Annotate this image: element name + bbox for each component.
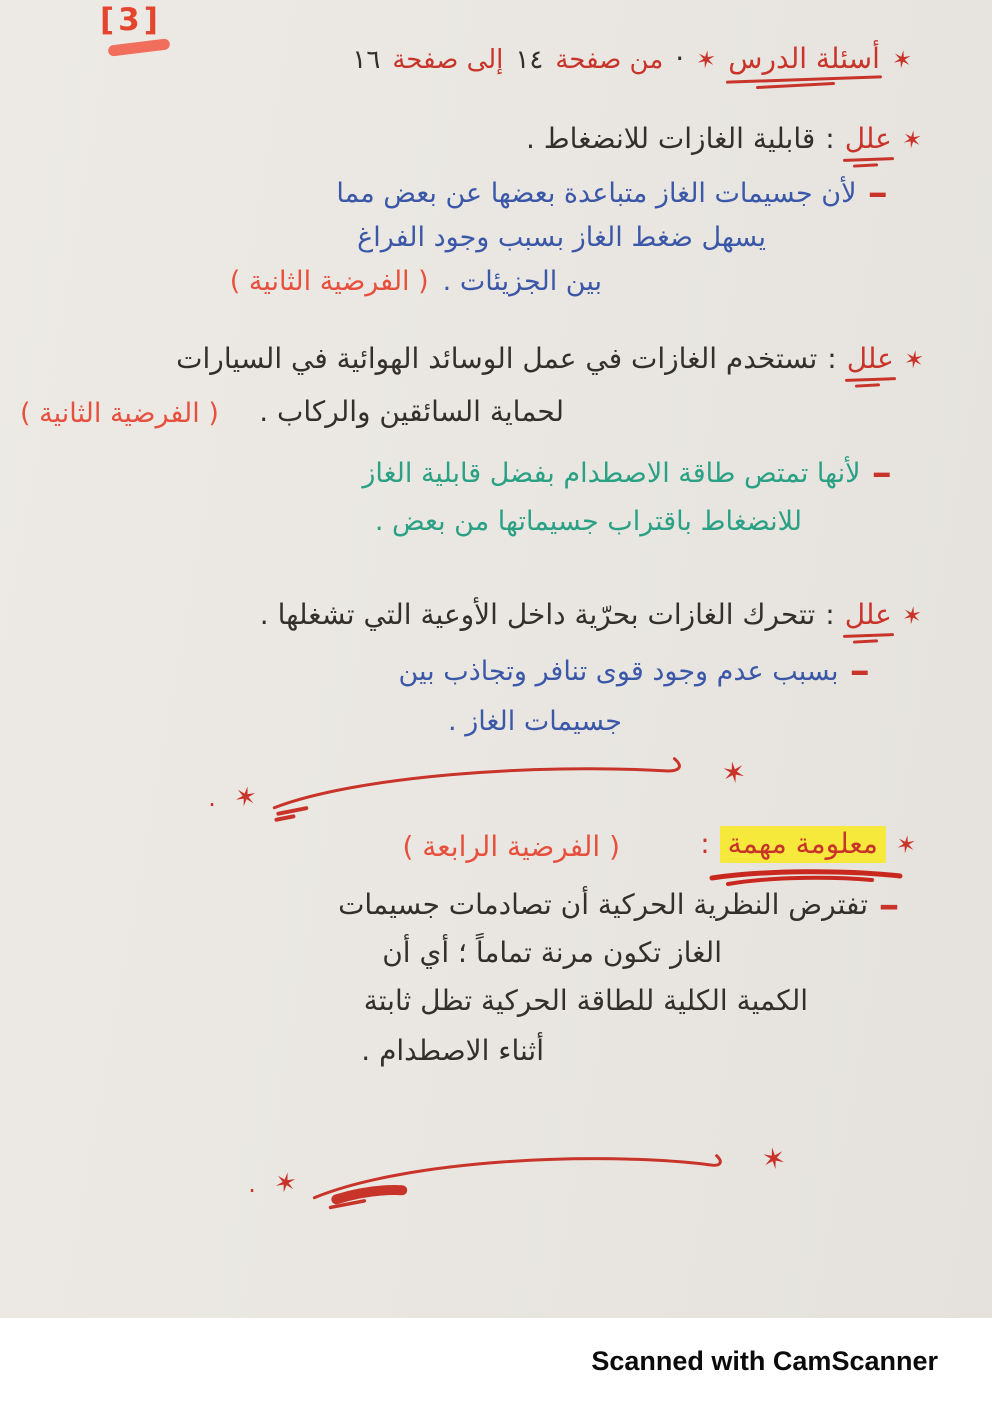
question-2-text-1: تستخدم الغازات في عمل الوسائد الهوائية في السيارات	[176, 342, 818, 375]
note-text-2: الغاز تكون مرنة تماماً ؛ أي أن	[382, 936, 722, 969]
question-1-text: قابلية الغازات للانضغاط .	[525, 122, 816, 155]
divider-stroke	[265, 754, 706, 824]
asterisk-icon: ✶	[894, 829, 918, 861]
header-title: أسئلة الدرس	[728, 42, 880, 75]
note-heading-text: معلومة مهمة	[720, 826, 886, 863]
answer-2-line-1	[362, 453, 892, 494]
question-2-line-2	[259, 395, 564, 428]
asterisk-icon: ✶	[900, 124, 924, 156]
hypothesis-tag	[20, 398, 219, 429]
note-line-2	[382, 936, 722, 969]
dash-bullet: –	[871, 453, 892, 494]
note-line-4	[361, 1034, 544, 1067]
answer-1-line-1	[336, 173, 888, 214]
answer-1-text-3: بين الجزيئات .	[442, 266, 602, 297]
note-text-1: تفترض النظرية الحركية أن تصادمات جسيمات	[338, 888, 868, 921]
page-number-text: [3]	[100, 2, 162, 38]
note-line-3	[364, 984, 808, 1017]
answer-1-text-1: لأن جسيمات الغاز متباعدة بعضها عن بعض مما	[336, 178, 857, 209]
answer-3-text-1: بسبب عدم وجود قوى تنافر وتجاذب بين	[398, 656, 839, 687]
asterisk-icon: ✶	[900, 600, 924, 632]
dash-bullet: –	[878, 883, 900, 926]
hypothesis-tag-text: ( الفرضية الرابعة )	[402, 830, 620, 863]
question-2-text-2: لحماية السائقين والركاب .	[259, 395, 564, 428]
star-icon: ✶	[759, 1140, 789, 1178]
page-range-from-number: ١٤	[515, 45, 544, 75]
dash-bullet: –	[867, 173, 888, 214]
dash-bullet: –	[849, 651, 870, 692]
hypothesis-tag: ( الفرضية الثانية )	[229, 266, 429, 297]
answer-3-line-1	[398, 651, 870, 692]
question-1	[526, 122, 922, 157]
star-icon: ✶	[719, 754, 749, 792]
question-3-text: تتحرك الغازات بحرّية داخل الأوعية التي تشغلها .	[259, 598, 816, 631]
hypothesis-tag-text: ( الفرضية الثانية )	[20, 398, 219, 429]
asterisk-icon: ✶	[902, 344, 926, 376]
dot-mark: ·	[247, 1176, 257, 1205]
note-heading-colon: :	[700, 827, 710, 860]
highlight-smudge	[108, 38, 171, 56]
note-text-4: أثناء الاصطدام .	[361, 1034, 544, 1067]
question-3-label: علل	[844, 598, 892, 631]
note-text-3: الكمية الكلية للطاقة الحركية تظل ثابتة	[363, 984, 808, 1017]
important-note-heading	[700, 826, 916, 863]
answer-3-text-2: جسيمات الغاز .	[448, 706, 622, 737]
section-divider	[207, 753, 768, 829]
question-2-label: علل	[846, 342, 894, 375]
page-number	[100, 2, 162, 38]
asterisk-icon: ✶	[890, 44, 914, 76]
lesson-header	[352, 42, 912, 77]
dot-mark: ·	[207, 790, 217, 819]
section-divider	[247, 1139, 808, 1215]
answer-2-text-1: لأنها تمتص طاقة الاصطدام بفضل قابلية الغاز	[362, 458, 861, 489]
star-icon: ✶	[231, 780, 260, 816]
answer-3-line-2	[448, 706, 622, 737]
page-range-from-word: من صفحة	[555, 45, 664, 75]
camscanner-watermark: Scanned with CamScanner	[591, 1346, 938, 1376]
asterisk-icon: ✶	[694, 44, 719, 76]
question-3-colon: :	[825, 598, 835, 631]
star-icon: ✶	[271, 1166, 300, 1202]
question-1-colon: :	[825, 122, 835, 155]
header-separator: ·	[675, 42, 685, 75]
question-2	[176, 342, 924, 377]
page-range-to-number: ١٦	[352, 45, 381, 75]
answer-2-line-2	[375, 506, 802, 537]
answer-1-line-3	[230, 266, 602, 297]
divider-stroke	[305, 1140, 746, 1210]
question-3	[260, 598, 922, 633]
answer-1-text-2: يسهل ضغط الغاز بسبب وجود الفراغ	[357, 222, 766, 253]
hypothesis-tag	[402, 830, 620, 863]
answer-1-line-2	[357, 222, 766, 253]
question-2-colon: :	[827, 342, 837, 375]
page-range-to-word: إلى صفحة	[392, 45, 504, 75]
answer-2-text-2: للانضغاط باقتراب جسيماتها من بعض .	[374, 506, 802, 537]
note-line-1	[338, 883, 900, 926]
underline-scribble	[706, 868, 906, 888]
question-1-label: علل	[844, 122, 892, 155]
